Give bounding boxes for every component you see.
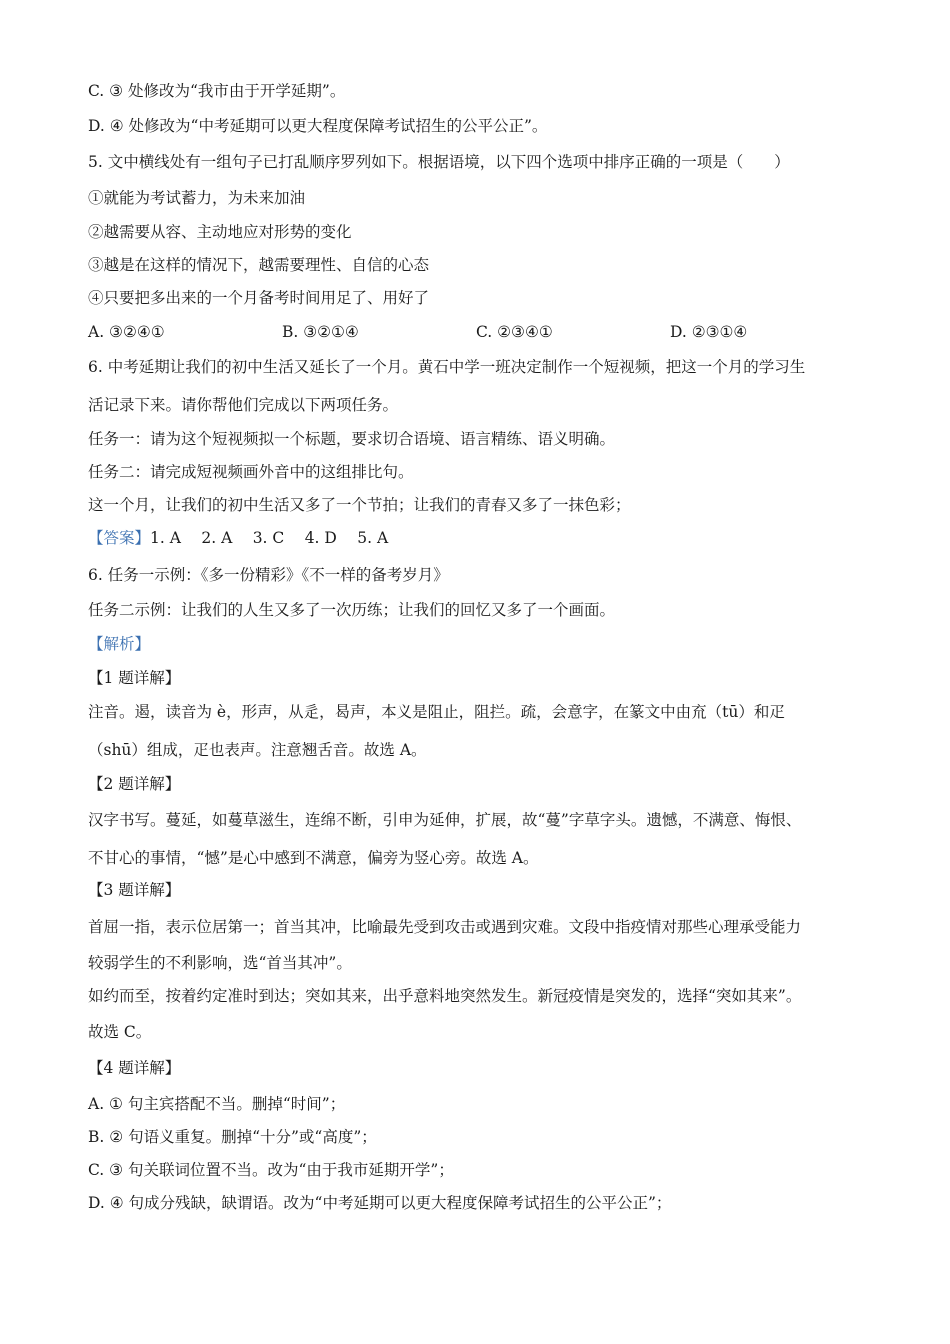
question-6: 6. 中考延期让我们的初中生活又延长了一个月。黄石中学一班决定制作一个短视频，把这一个月的学习生 xyxy=(88,358,806,376)
section-heading: 【4 题详解】 xyxy=(88,1059,181,1077)
text-line: 如约而至，按着约定准时到达；突如其来，出乎意料地突然发生。新冠疫情是突发的，选择“突如其来”。 xyxy=(88,987,802,1005)
text-line: 首屈一指，表示位居第一；首当其冲，比喻最先受到攻击或遇到灾难。文段中指疫情对那些心理承受能力 xyxy=(88,918,802,936)
question-5: 5. 文中横线处有一组句子已打乱顺序罗列如下。根据语境，以下四个选项中排序正确的一项是（ ） xyxy=(88,153,790,171)
text-line: 汉字书写。蔓延，如蔓草滋生，连绵不断，引申为延伸，扩展，故“蔓”字草字头。遗憾，不满意、悔恨、 xyxy=(88,811,802,829)
text-line: 任务二示例：让我们的人生又多了一次历练；让我们的回忆又多了一个画面。 xyxy=(88,601,616,619)
text-line: D. ④ 句成分残缺，缺谓语。改为“中考延期可以更大程度保障考试招生的公平公正”； xyxy=(88,1194,672,1212)
text-line: ④只要把多出来的一个月备考时间用足了、用好了 xyxy=(88,289,430,307)
text-line: （shū）组成，疋也表声。注意翘舌音。故选 A。 xyxy=(88,741,427,759)
text-line: A. ① 句主宾搭配不当。删掉“时间”； xyxy=(88,1095,346,1113)
text-line: 任务二：请完成短视频画外音中的这组排比句。 xyxy=(88,463,414,481)
text-line: 这一个月，让我们的初中生活又多了一个节拍；让我们的青春又多了一抹色彩； xyxy=(88,496,631,514)
option-a: A. ③②④① xyxy=(88,323,165,341)
text-line: D. ④ 处修改为“中考延期可以更大程度保障考试招生的公平公正”。 xyxy=(88,117,548,135)
text-line: C. ③ 句关联词位置不当。改为“由于我市延期开学”； xyxy=(88,1161,454,1179)
text-line: ①就能为考试蓄力，为未来加油 xyxy=(88,189,306,207)
text-line: 6. 任务一示例：《多一份精彩》《不一样的备考岁月》 xyxy=(88,566,449,584)
text-line: 注音。遏，读音为 è，形声，从辵，曷声，本义是阻止，阻拦。疏，会意字，在篆文中由㐬（tū）和疋 xyxy=(88,703,785,721)
section-heading: 【1 题详解】 xyxy=(88,669,181,687)
analysis-tag: 【解析】 xyxy=(88,635,151,653)
text-line: 任务一：请为这个短视频拟一个标题，要求切合语境、语言精练、语义明确。 xyxy=(88,430,616,448)
section-heading: 【2 题详解】 xyxy=(88,775,181,793)
answer-tag: 【答案】 xyxy=(88,529,151,547)
option-d: D. ②③①④ xyxy=(670,323,748,341)
text-line: B. ② 句语义重复。删掉“十分”或“高度”； xyxy=(88,1128,377,1146)
text-line: 较弱学生的不利影响，选“首当其冲”。 xyxy=(88,954,352,972)
text-line: 不甘心的事情，“憾”是心中感到不满意，偏旁为竖心旁。故选 A。 xyxy=(88,849,539,867)
options-row xyxy=(88,322,868,342)
text-line: 故选 C。 xyxy=(88,1023,152,1041)
option-b: B. ③②①④ xyxy=(282,323,359,341)
option-c: C. ②③④① xyxy=(476,323,553,341)
text-line: 活记录下来。请你帮他们完成以下两项任务。 xyxy=(88,396,399,414)
answer-text: 1. A 2. A 3. C 4. D 5. A xyxy=(150,529,389,547)
text-line: ③越是在这样的情况下，越需要理性、自信的心态 xyxy=(88,256,430,274)
text-line: ②越需要从容、主动地应对形势的变化 xyxy=(88,223,352,241)
section-heading: 【3 题详解】 xyxy=(88,881,181,899)
text-line: C. ③ 处修改为“我市由于开学延期”。 xyxy=(88,82,346,100)
answer-line xyxy=(88,528,388,548)
